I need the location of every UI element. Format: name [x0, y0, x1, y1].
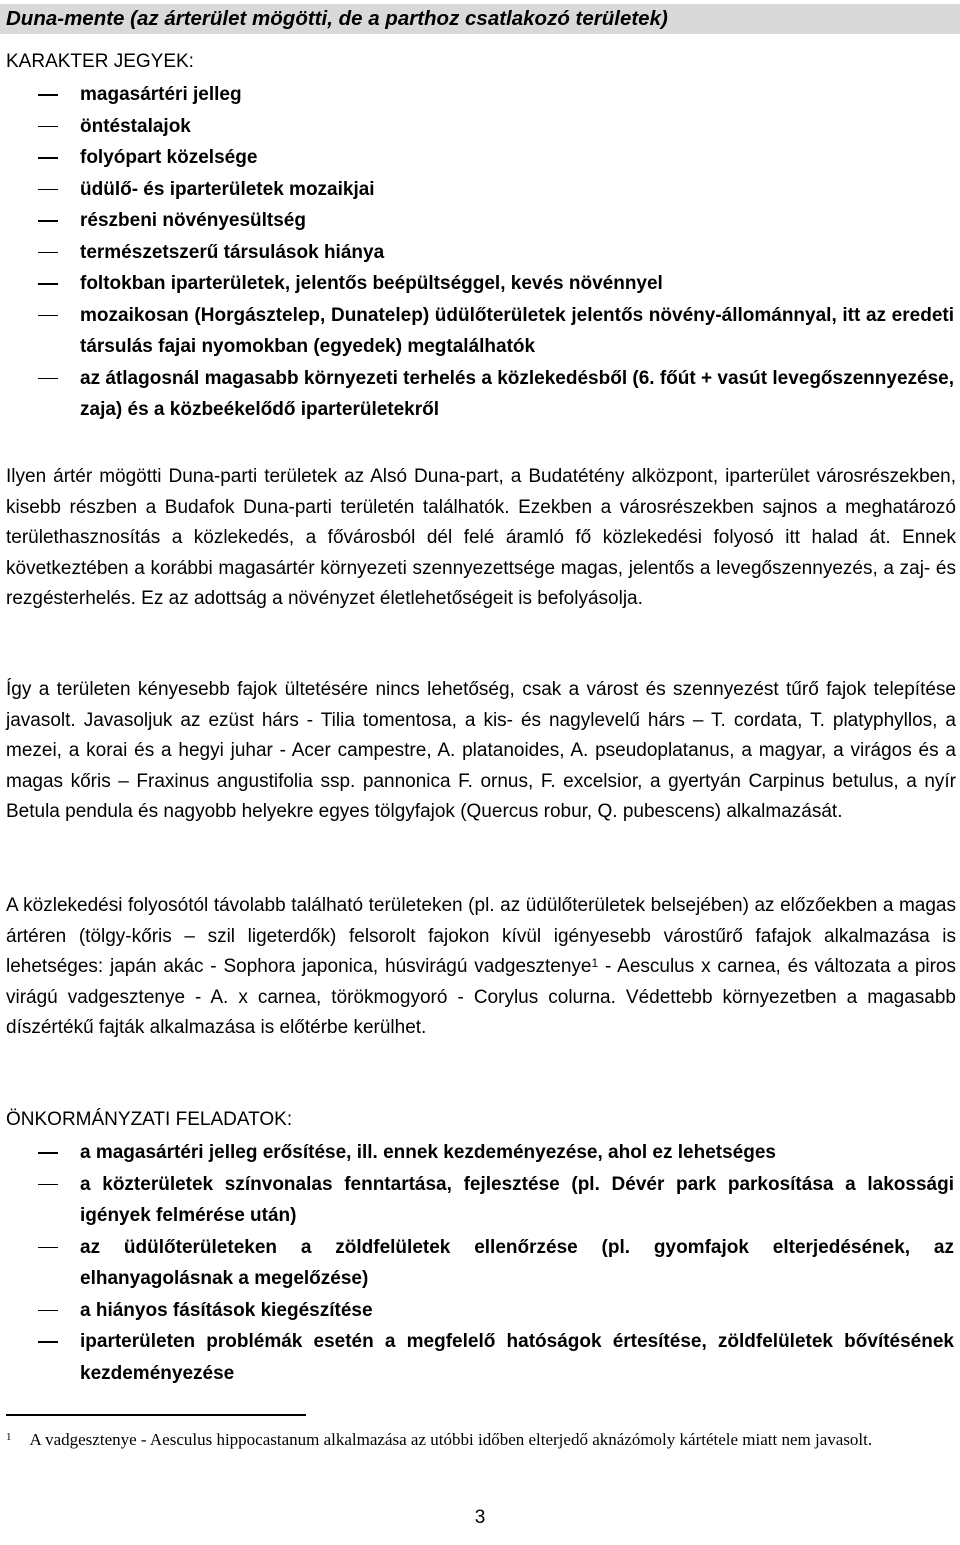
dash-bullet-icon	[38, 1152, 58, 1154]
list-item: az üdülőterületeken a zöldfelületek ellenőrzése (pl. gyomfajok elterjedésének, az elhanyagolásnak a megelőzése)	[0, 1232, 960, 1295]
dash-bullet-icon	[38, 315, 58, 317]
list-item: iparterületen problémák esetén a megfelelő hatóságok értesítése, zöldfelületek bővítésének kezdeményezése	[0, 1326, 960, 1389]
dash-bullet-icon	[38, 252, 58, 254]
dash-bullet-icon	[38, 157, 58, 159]
list-item: magasártéri jelleg	[0, 79, 960, 111]
list-item: folyópart közelsége	[0, 142, 960, 174]
footnote-text: A vadgesztenye - Aesculus hippocastanum alkalmazása az utóbbi időben elterjedő aknázómoly kártétele miatt nem javasolt.	[29, 1430, 873, 1449]
footnote-divider	[6, 1414, 306, 1416]
page-number: 3	[474, 1507, 486, 1528]
list-item: a hiányos fásítások kiegészítése	[0, 1295, 960, 1327]
dash-bullet-icon	[38, 283, 58, 285]
footnote	[6, 1428, 936, 1451]
paragraph-further-species: A közlekedési folyosótól távolabb található területeken (pl. az üdülőterületek belsejében) az előzőekben a magas ártéren (tölgy-kőris – szil ligeterdők) felsorolt fajokon kívül igényesebb várostűrő fafajok alkalmazása is lehetséges: japán akác - Sophora japonica, húsvirágú vadgesztenye$^1$ - Aesculus x carnea, és változata a piros virágú vadgesztenye - A. x carnea, törökmogyoró - Corylus colurna. Védettebb környezetben a magasabb díszértékű fajták alkalmazása is előtérbe kerülhet.	[6, 895, 957, 1038]
dash-bullet-icon	[38, 1310, 58, 1312]
dash-bullet-icon	[38, 1184, 58, 1186]
list-item: üdülő- és iparterületek mozaikjai	[0, 174, 960, 206]
list-item: mozaikosan (Horgásztelep, Dunatelep) üdülőterületek jelentős növény-állománnyal, itt az eredeti társulás fajai nyomokban (egyedek) megtalálhatók	[0, 300, 960, 363]
tasks-list	[0, 1137, 960, 1389]
tasks-label: ÖNKORMÁNYZATI FELADATOK:	[6, 1109, 293, 1130]
character-list	[0, 79, 960, 426]
dash-bullet-icon	[38, 1247, 58, 1249]
list-item: az átlagosnál magasabb környezeti terhelés a közlekedésből (6. főút + vasút levegőszennyezése, zaja) és a közbeékelődő iparterületekről	[0, 363, 960, 426]
list-item: öntéstalajok	[0, 111, 960, 143]
list-item: részbeni növényesültség	[0, 205, 960, 237]
list-item: természetszerű társulások hiánya	[0, 237, 960, 269]
footnote-reference[interactable]: 1	[591, 956, 599, 970]
paragraph-location: Ilyen ártér mögötti Duna-parti területek az Alsó Duna-part, a Budatétény alközpont, iparterület városrészekben, kisebb részben a Budafok Duna-parti területén találhatók. Ezekben a városrészekben sajnos a meghatározó területhasznosítás a közlekedés, a fővárosból dél felé áramló fő közlekedési folyosó itt halad át. Ennek következtében a korábbi magasártér környezeti szennyezettsége magas, jelentős a levegőszennyezés, a zaj- és rezgésterhelés. Ez az adottság a növényzet életlehetőségeit is befolyásolja.	[6, 466, 956, 609]
footnote-number: 1	[6, 1431, 12, 1443]
list-item: a közterületek színvonalas fenntartása, fejlesztése (pl. Dévér park parkosítása a lakossági igények felmérése után)	[0, 1169, 960, 1232]
dash-bullet-icon	[38, 189, 58, 191]
dash-bullet-icon	[38, 94, 58, 96]
character-label: KARAKTER JEGYEK:	[6, 51, 194, 72]
paragraph-species: Így a területen kényesebb fajok ültetésére nincs lehetőség, csak a várost és szennyezést tűrő fajok telepítése javasolt. Javasoljuk az ezüst hárs - Tilia tomentosa, a kis- és nagylevelű hárs – T. cordata, T. platyphyllos, a mezei, a korai és a hegyi juhar - Acer campestre, A. platanoides, A. pseudoplatanus, a magyar, a virágos és a magas kőris – Fraxinus angustifolia ssp. pannonica F. ornus, F. excelsior, a gyertyán Carpinus betulus, a nyír Betula pendula és nagyobb helyekre egyes tölgyfajok (Quercus robur, Q. pubescens) alkalmazását.	[6, 679, 956, 822]
section-heading: Duna-mente (az árterület mögötti, de a parthoz csatlakozó területek)	[0, 4, 960, 34]
dash-bullet-icon	[38, 1341, 58, 1343]
dash-bullet-icon	[38, 378, 58, 380]
dash-bullet-icon	[38, 126, 58, 128]
list-item: a magasártéri jelleg erősítése, ill. ennek kezdeményezése, ahol ez lehetséges	[0, 1137, 960, 1169]
dash-bullet-icon	[38, 220, 58, 222]
list-item: foltokban iparterületek, jelentős beépültséggel, kevés növénnyel	[0, 268, 960, 300]
